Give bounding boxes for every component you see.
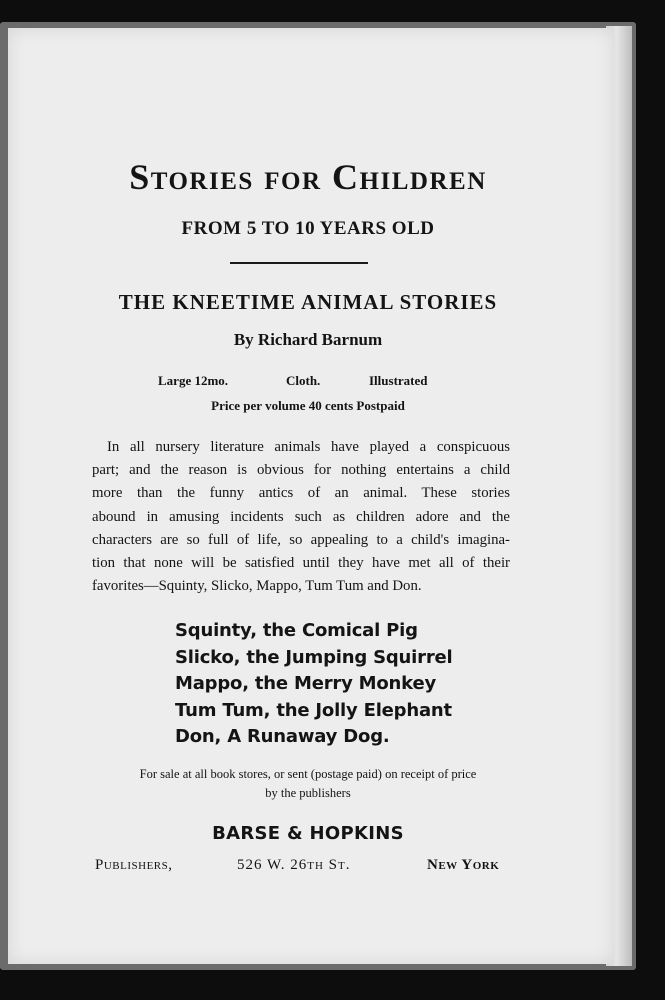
divider-rule bbox=[230, 262, 368, 264]
book-title: Don, A Runaway Dog. bbox=[175, 726, 390, 747]
page-title: Stories for Children bbox=[129, 157, 487, 197]
sale-note-continued: by the publishers bbox=[265, 786, 351, 800]
spec-illustrated: Illustrated bbox=[369, 373, 428, 388]
publisher-street: 526 W. 26th St. bbox=[237, 857, 351, 873]
spec-binding: Cloth. bbox=[286, 373, 321, 388]
age-range-subtitle: FROM 5 TO 10 YEARS OLD bbox=[181, 218, 435, 239]
description-line: tion that none will be satisfied until they have met all of their bbox=[92, 555, 510, 572]
description-line: favorites—Squinty, Slicko, Mappo, Tum Tum and Don. bbox=[92, 578, 422, 595]
description-line: abound in amusing incidents such as children adore and the bbox=[92, 508, 510, 525]
series-title: THE KNEETIME ANIMAL STORIES bbox=[118, 290, 498, 314]
book-title: Slicko, the Jumping Squirrel bbox=[175, 646, 453, 668]
author-line: By Richard Barnum bbox=[233, 330, 383, 349]
description-line: In all nursery literature animals have played a conspicuous bbox=[107, 439, 510, 455]
description-line: part; and the reason is obvious for nothing entertains a child bbox=[92, 462, 510, 479]
advertisement-page bbox=[8, 28, 614, 964]
book-title-list bbox=[175, 618, 452, 751]
description-line: characters are so full of life, so appealing to a child's imagina- bbox=[92, 531, 510, 548]
book-title: Squinty, the Comical Pig bbox=[175, 620, 418, 641]
description-paragraph bbox=[92, 436, 510, 598]
price-line: Price per volume 40 cents Postpaid bbox=[211, 398, 405, 413]
publisher-label: Publishers, bbox=[95, 857, 173, 873]
book-title: Tum Tum, the Jolly Elephant bbox=[175, 699, 452, 721]
publisher-city: New York bbox=[427, 857, 500, 873]
publisher-name: BARSE & HOPKINS bbox=[212, 823, 404, 844]
book-title: Mappo, the Merry Monkey bbox=[175, 673, 436, 694]
sale-note: For sale at all book stores, or sent (postage paid) on receipt of price bbox=[139, 767, 477, 781]
spec-size: Large 12mo. bbox=[158, 373, 229, 388]
description-line: more than the funny antics of an animal. These stories bbox=[92, 485, 510, 502]
